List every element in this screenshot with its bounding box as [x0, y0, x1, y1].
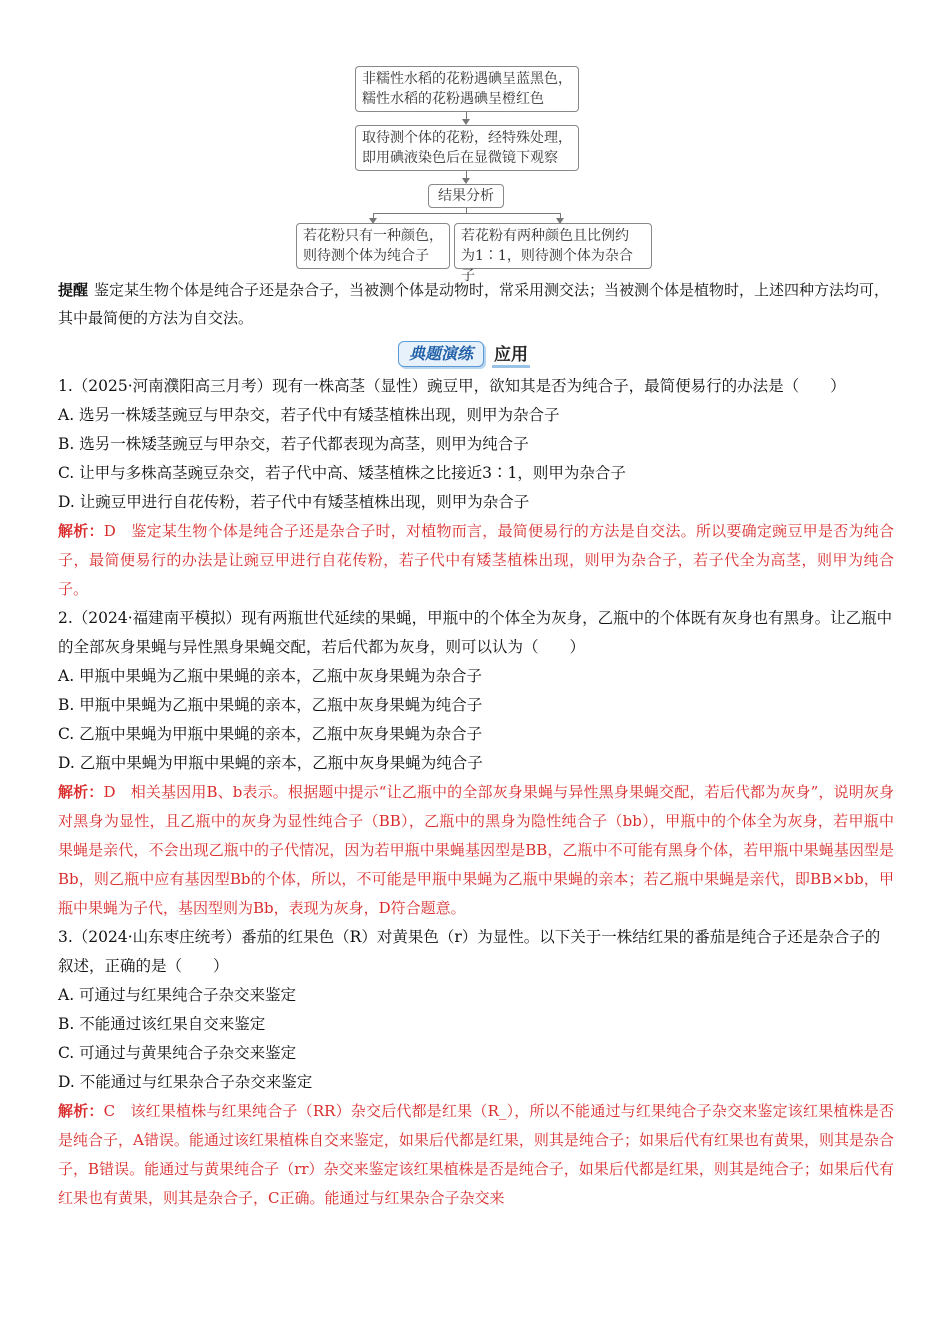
- flowchart-box-homozygous: [296, 223, 450, 269]
- analysis: [58, 778, 894, 923]
- flowchart-text: 若花粉有两种颜色且比例约: [461, 228, 629, 244]
- tip-paragraph: [58, 276, 894, 332]
- analysis-text: D 鉴定某生物个体是纯合子还是杂合子时，对植物而言，最简便易行的方法是自交法。所以要确定豌豆甲是否为纯合子，最简便易行的办法是让豌豆甲进行自花传粉，若子代中有矮茎植株出现，则甲为杂合子，若子代全为高茎，则甲为纯合子。: [58, 522, 894, 598]
- flowchart-box-procedure: [355, 125, 579, 171]
- flowchart-text: 取待测个体的花粉，经特殊处理，: [362, 130, 572, 146]
- question-1: [58, 372, 894, 604]
- option-b: B. 选另一株矮茎豌豆与甲杂交，若子代都表现为高茎，则甲为纯合子: [58, 435, 529, 453]
- banner-tag: 典题演练: [398, 341, 484, 367]
- option-d: D. 让豌豆甲进行自花传粉，若子代中有矮茎植株出现，则甲为杂合子: [58, 493, 530, 511]
- questions: [58, 372, 894, 1213]
- question-stem: 3.（2024·山东枣庄统考）番茄的红果色（R）对黄果色（r）为显性。以下关于一株结红果的番茄是纯合子还是杂合子的叙述，正确的是（ ）: [58, 928, 881, 975]
- flowchart-box-result: [428, 184, 504, 208]
- flowchart-text: 若花粉只有一种颜色，: [303, 228, 443, 244]
- analysis-label: 解析：: [58, 522, 104, 540]
- question-3: [58, 923, 894, 1213]
- option-a: A. 选另一株矮茎豌豆与甲杂交，若子代中有矮茎植株出现，则甲为杂合子: [58, 406, 560, 424]
- banner-title: 应用: [492, 340, 530, 368]
- option-d: D. 乙瓶中果蝇为甲瓶中果蝇的亲本，乙瓶中灰身果蝇为纯合子: [58, 754, 483, 772]
- flowchart-box-heterozygous: [454, 223, 652, 284]
- flowchart-text: 为1∶1，则待测个体为杂合子: [461, 248, 633, 284]
- question-2: [58, 604, 894, 923]
- analysis-label: 解析：: [58, 1102, 104, 1120]
- question-stem: 2.（2024·福建南平模拟）现有两瓶世代延续的果蝇，甲瓶中的个体全为灰身，乙瓶中的个体既有灰身也有黑身。让乙瓶中的全部灰身果蝇与异性黑身果蝇交配，若后代都为灰身，则可以认为（ ）: [58, 609, 893, 656]
- option-c: C. 可通过与黄果纯合子杂交来鉴定: [58, 1044, 297, 1062]
- option-b: B. 甲瓶中果蝇为乙瓶中果蝇的亲本，乙瓶中灰身果蝇为纯合子: [58, 696, 483, 714]
- tip-label: 提醒: [58, 281, 89, 299]
- analysis: [58, 1097, 894, 1213]
- question-stem: 1.（2025·河南濮阳高三月考）现有一株高茎（显性）豌豆甲，欲知其是否为纯合子，最简便易行的办法是（ ）: [58, 377, 846, 395]
- tip-text: 鉴定某生物个体是纯合子还是杂合子，当被测个体是动物时，常采用测交法；当被测个体是植物时，上述四种方法均可，其中最简便的方法为自交法。: [58, 281, 890, 327]
- option-c: C. 乙瓶中果蝇为甲瓶中果蝇的亲本，乙瓶中灰身果蝇为杂合子: [58, 725, 483, 743]
- flowchart-text: 糯性水稻的花粉遇碘呈橙红色: [362, 91, 544, 107]
- option-a: A. 可通过与红果纯合子杂交来鉴定: [58, 986, 297, 1004]
- analysis-label: 解析：: [58, 783, 104, 801]
- flowchart-text: 结果分析: [438, 188, 494, 204]
- option-a: A. 甲瓶中果蝇为乙瓶中果蝇的亲本，乙瓶中灰身果蝇为杂合子: [58, 667, 483, 685]
- flowchart-connector: [373, 213, 561, 214]
- flowchart-box-principle: [355, 66, 579, 112]
- flowchart-text: 则待测个体为纯合子: [303, 248, 429, 264]
- flowchart-text: 即用碘液染色后在显微镜下观察: [362, 150, 558, 166]
- analysis-text: D 相关基因用B、b表示。根据题中提示“让乙瓶中的全部灰身果蝇与异性黑身果蝇交配，若后代都为灰身”，说明灰身对黑身为显性，且乙瓶中的灰身为显性纯合子（BB），乙瓶中的黑身为隐性纯合子（bb），甲瓶中的个体全为灰身，若甲瓶中果蝇是亲代，不会出现乙瓶中的子代情况，因为若甲瓶中果蝇基因型是BB，乙瓶中不可能有黑身个体，若甲瓶中果蝇基因型是Bb，则乙瓶中应有基因型Bb的个体，所以，不可能是甲瓶中果蝇为乙瓶中果蝇的亲本；若乙瓶中果蝇是亲代，即BB×bb，甲瓶中果蝇为子代，基因型则为Bb，表现为灰身，D符合题意。: [58, 783, 894, 917]
- analysis-text: C 该红果植株与红果纯合子（RR）杂交后代都是红果（R_），所以不能通过与红果纯合子杂交来鉴定该红果植株是否是纯合子，A错误。能通过该红果植株自交来鉴定，如果后代都是红果，则其是纯合子；如果后代有红果也有黄果，则其是杂合子，B错误。能通过与黄果纯合子（rr）杂交来鉴定该红果植株是否是纯合子，如果后代都是红果，则其是纯合子；如果后代有红果也有黄果，则其是杂合子，C正确。能通过与红果杂合子杂交来: [58, 1102, 894, 1207]
- section-banner: [398, 340, 530, 368]
- analysis: [58, 517, 894, 604]
- flowchart-text: 非糯性水稻的花粉遇碘呈蓝黑色，: [362, 71, 572, 87]
- option-d: D. 不能通过与红果杂合子杂交来鉴定: [58, 1073, 313, 1091]
- option-b: B. 不能通过该红果自交来鉴定: [58, 1015, 266, 1033]
- option-c: C. 让甲与多株高茎豌豆杂交，若子代中高、矮茎植株之比接近3∶1，则甲为杂合子: [58, 464, 626, 482]
